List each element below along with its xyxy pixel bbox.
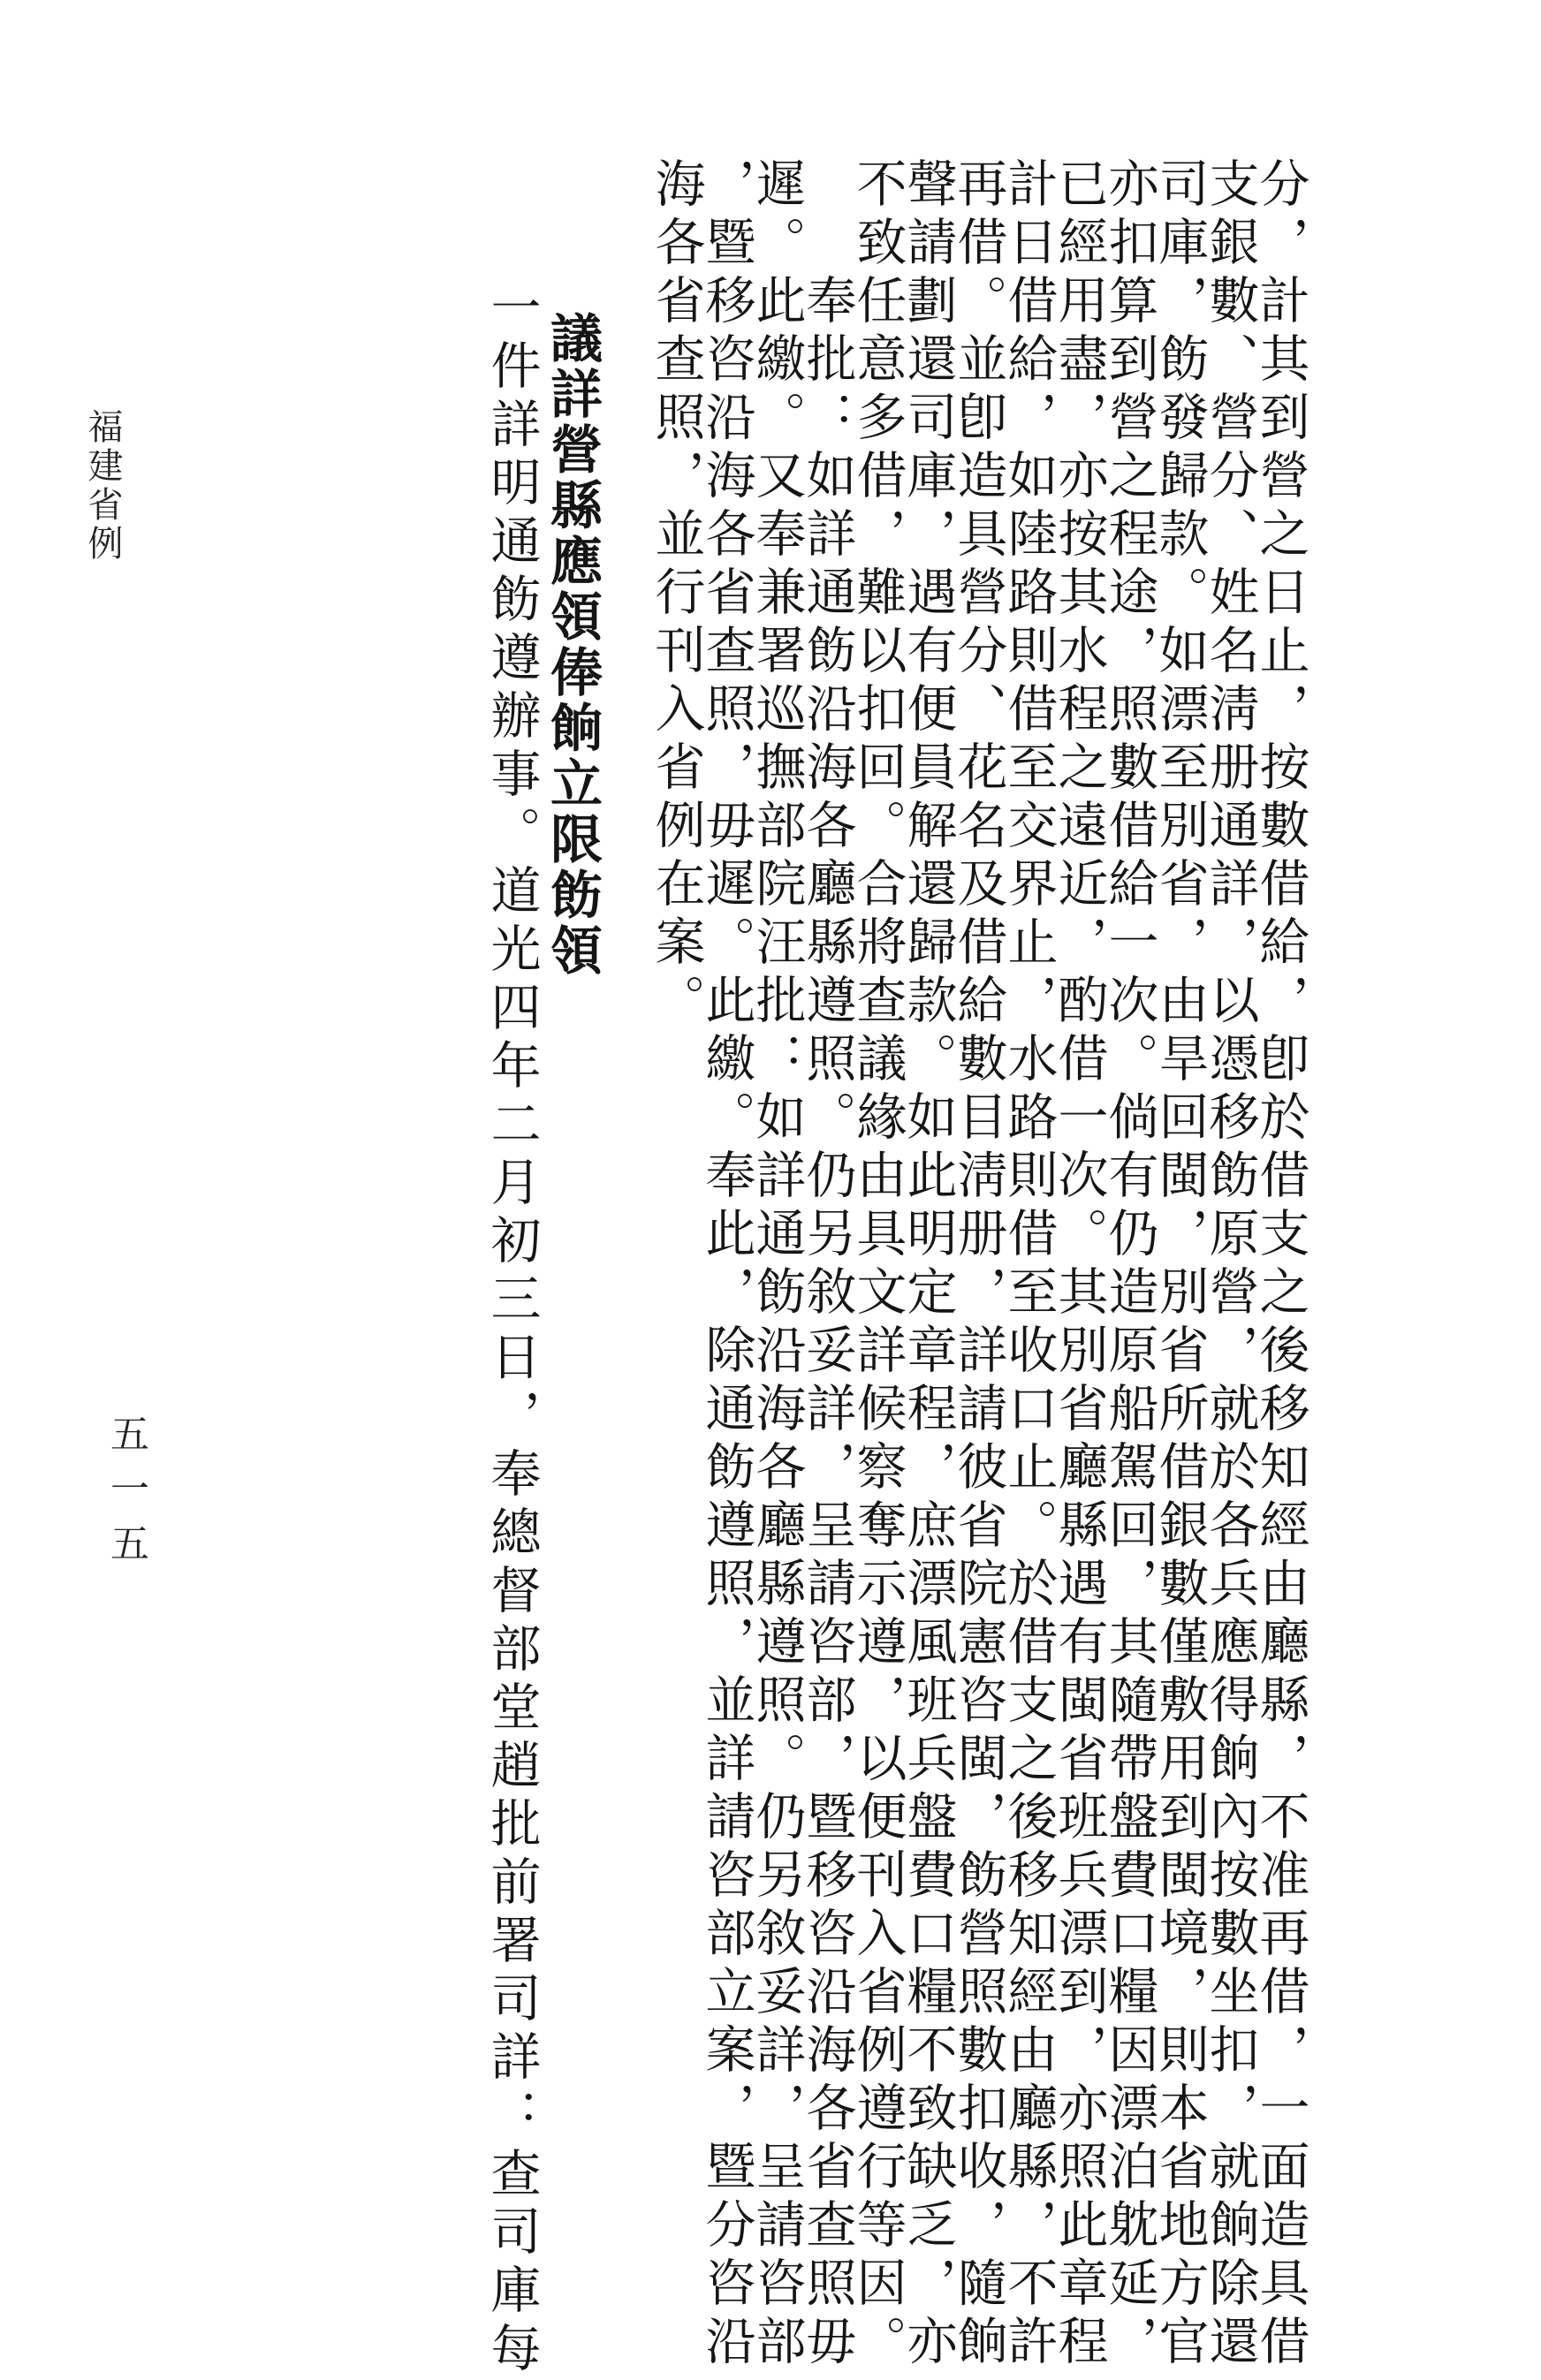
text-column-1: 分，計其到營之日止，按數借給，卽於借支之後移知經由廳縣，不准再借，一面造具借: [1251, 157, 1309, 2373]
text-column-3: 司庫，飭發歸款。如漂至別省，由旱回閩，別省所借銀數僅敷用到閩境，則本省地方官: [1150, 157, 1209, 2373]
text-column-2: 支銀數、營分、姓名淸册通詳，以憑移飭原營，就於各兵應得餉內按數坐扣，就餉除還: [1201, 157, 1259, 2373]
text-column-11: 遲。此繳。又奉兼署巡撫部院汪批：如詳通飭沿海各廳縣遵照。仍另敘妥詳，呈請咨部: [748, 157, 806, 2373]
text-column-13: 海各省查照，並行刊入省例在案。: [647, 157, 705, 1032]
text-column-8: 聲請劃還司庫，遇有便員解還歸款。如此明定章程，庶漂風班兵盤費口糧不致缺乏，亦: [899, 157, 957, 2373]
running-title: 福建省例: [82, 408, 123, 564]
page-number: 五一五: [103, 1414, 148, 1578]
text-column-10: 奉批：如詳通飭沿海各廳縣遵照。仍另敘妥詳，呈請咨部，暨移咨沿海各省查照毋: [798, 274, 856, 2373]
text-column-9: 不致任意多借，難以扣回。合將查議緣由具文詳候察奪示遵，以便刊入省例遵行等因。: [848, 157, 907, 2373]
text-column-7: 再借。並卽造具營分、花名及借給數目淸册，詳請彼省院憲咨閩，飭營照數扣收，隨餉: [949, 157, 1007, 2373]
text-column-5: 已經用盡，亦按其水程之遠近，酌借一次。其別省廳縣遇有閩省班兵漂到，亦照此章程: [1050, 157, 1108, 2373]
text-column-16: 一件詳明通飭遵辦事。道光四年二月初三日，奉總督部堂趙批前署司詳：查司庫每: [482, 281, 541, 2380]
text-column-6: 計日借給，如陸路則借至交界止，水路則借至收口止。於借支之後移知經由廳縣，不許: [999, 157, 1058, 2373]
text-column-4: 亦扣算到營之程途，照數借給一次。倘有仍造原船駕回，其隨帶盤費口糧因漂泊躭延，: [1100, 157, 1158, 2373]
section-heading: 議詳營縣應領俸餉立限飭領: [542, 311, 603, 979]
text-column-12: ，暨移咨沿海各省查照，毋遲。此繳。奉此，除通飭遵照，並詳請咨部立案，暨分咨沿: [697, 157, 755, 2373]
